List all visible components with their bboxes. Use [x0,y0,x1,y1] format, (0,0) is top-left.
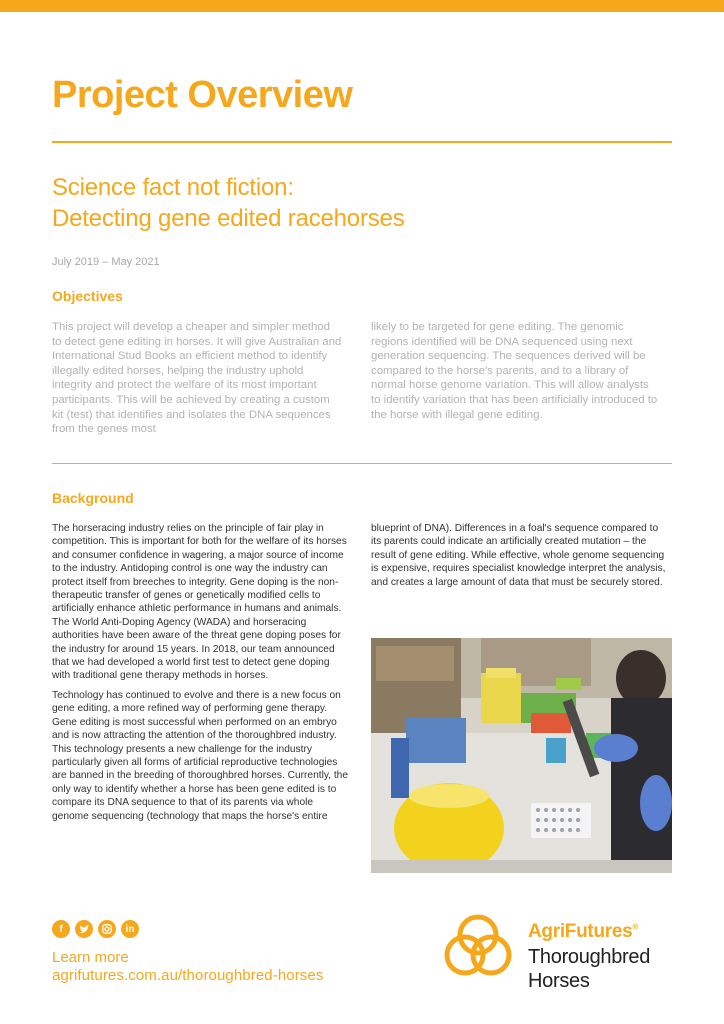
project-dates: July 2019 – May 2021 [52,256,160,268]
linkedin-icon[interactable]: in [121,920,139,938]
agrifutures-logo-icon [443,911,513,981]
page-title: Project Overview [52,74,353,116]
background-column-1 [52,522,350,829]
objectives-heading: Objectives [52,288,123,304]
background-paragraph-2: Technology has continued to evolve and there is a new focus on gene editing, a more refined way of performing gene therapy. Gene editing is most successful when performed on an embryo and is now attracting the attention of the thoroughbred industry. This technology presents a new challenge for the industry particularly given all forms of artificial reproductive technologies are banned in the breeding of thoroughbred horses. Currently, the only way to identify whether a horse has been gene edited is to compare its DNA sequence to that of its parents via whole genome sequencing (technology that maps the horse's entire [52,689,349,822]
project-subtitle [52,172,405,234]
objectives-column-1: This project will develop a cheaper and simpler method to detect gene editing in horses. It will give Australian and International Stud Books an efficient method to identify illegally edited horses, helping the industry uphold integrity and protect the welfare of its most important participants. This will be achieved by creating a custom kit (test) that identifies and isolates the DNA sequences from the genes most [52,321,342,436]
background-heading: Background [52,490,134,506]
subtitle-line-2: Detecting gene edited racehorses [52,205,405,232]
social-links [52,920,139,938]
learn-more-label: Learn more [52,949,129,966]
brand-name: AgriFutures® [528,921,638,943]
brand-logo-text [528,916,650,993]
instagram-icon[interactable] [98,920,116,938]
top-accent-bar [0,0,724,12]
twitter-icon[interactable] [75,920,93,938]
subtitle-line-1: Science fact not fiction: [52,174,294,201]
background-paragraph-1: The horseracing industry relies on the principle of fair play in competition. This is important for both for the welfare of its horses and consumer confidence in wagering, a major source of income to the industry. Antidoping control is one way the industry can protect itself from breeches to integrity. Gene doping is the non-therapeutic transfer of genes or genetically modified cells to artificially enhance athletic performance in humans and animals. The World Anti-Doping Agency (WADA) and horseracing authorities have been aware of the threat gene doping poses for the industry for around 15 years. In 2018, our team announced that we had developed a world first test to detect gene doping with traditional gene therapy methods in horses. [52,523,347,682]
lab-photo [371,638,672,873]
background-column-2 [371,522,669,595]
title-divider [52,141,672,143]
objectives-column-2: likely to be targeted for gene editing. The genomic regions identified will be DNA sequenced using next generation sequencing. The sequences derived will be compared to the horse's parents, and to a library of normal horse genome variation. This will allow analysts to identify variation that has been artificially introduced to the horse with illegal gene editing. [371,321,658,421]
background-paragraph-3: blueprint of DNA). Differences in a foal's sequence compared to its parents could indicate an artificially created mutation – the result of gene editing. While effective, whole genome sequencing is expensive, requires specialist knowledge interpret the analysis, and creates a large amount of data that must be securely stored. [371,523,666,588]
program-name-line-1: Thoroughbred [528,946,651,969]
program-name-line-2: Horses [528,970,590,993]
website-link[interactable]: agrifutures.com.au/thoroughbred-horses [52,967,324,984]
facebook-icon[interactable]: f [52,920,70,938]
section-divider [52,463,672,464]
